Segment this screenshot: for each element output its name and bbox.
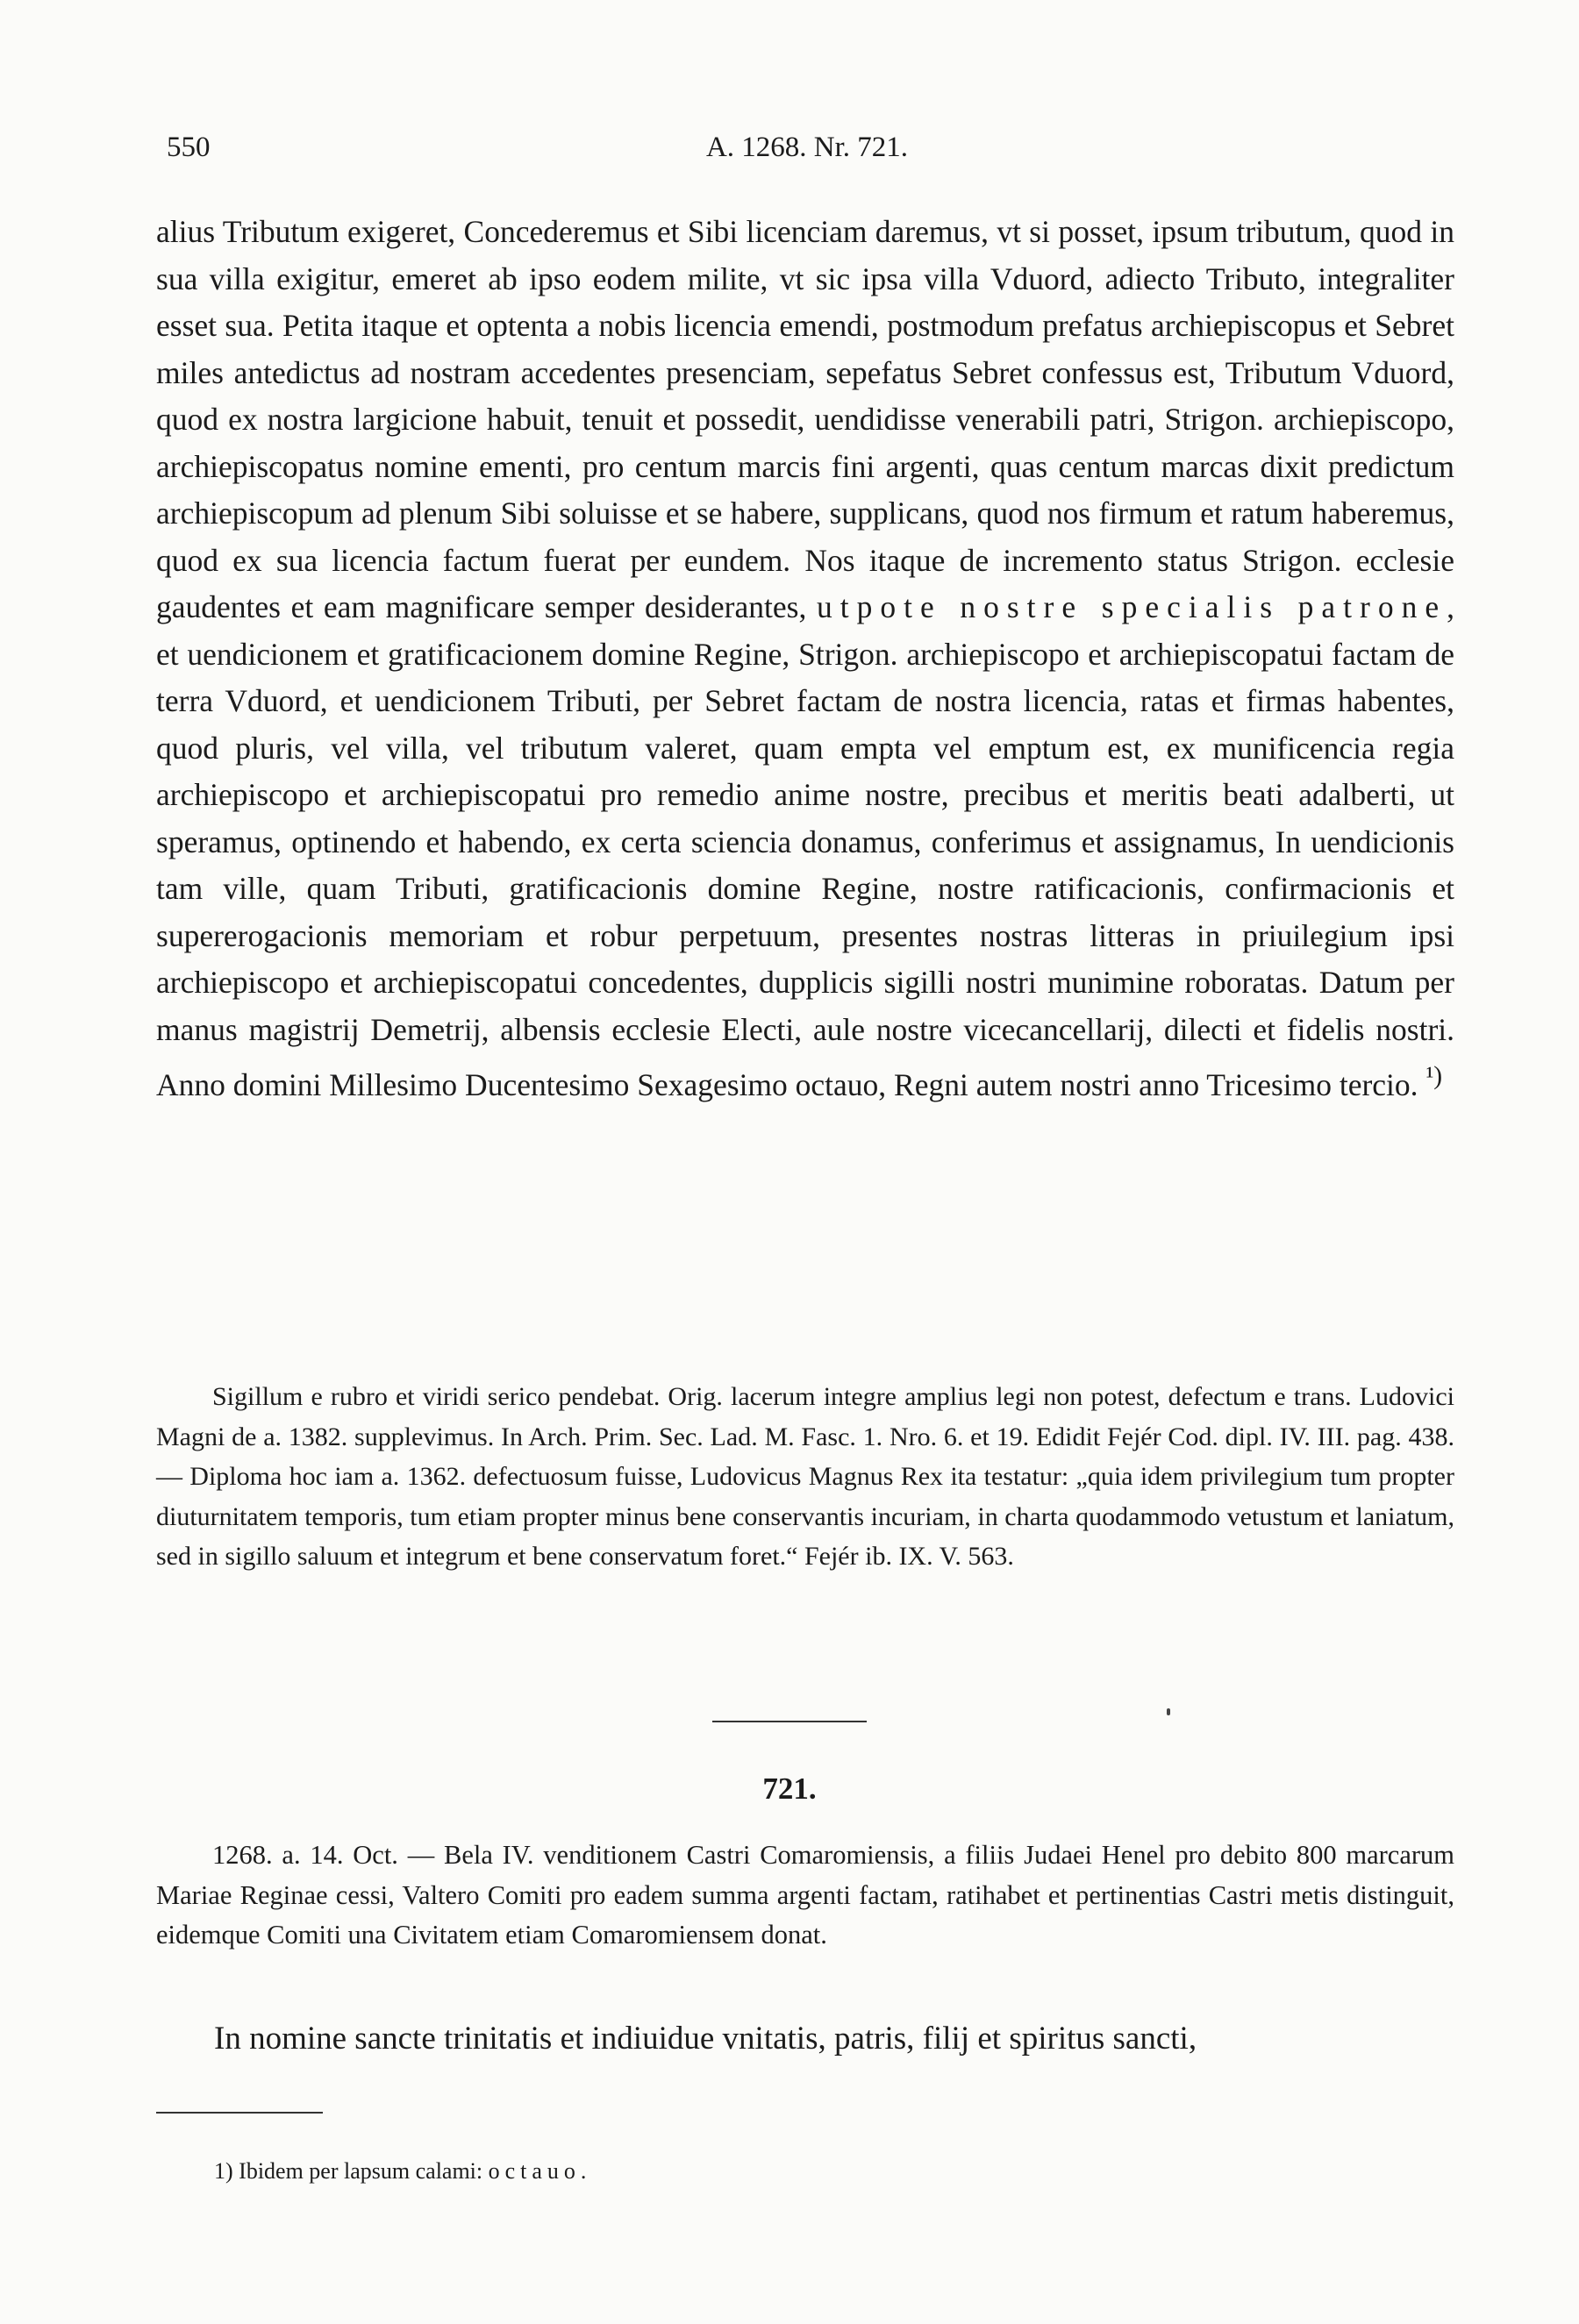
charter-text — [156, 209, 1454, 1109]
charter-spaced-phrase: utpote nostre specialis patrone — [816, 589, 1447, 624]
print-speck — [1167, 1708, 1170, 1715]
seal-note-paragraph: Sigillum e rubro et viridi serico pendebat. Orig. lacerum integre amplius legi non potest, defectum e trans. Ludovici Magni de a. 1382. supplevimus. In Arch. Prim. Sec. Lad. M. Fasc. 1. Nro. 6. et 19. Edidit Fejér Cod. dipl. IV. III. pag. 438. — Diploma hoc iam a. 1362. defectuosum fuisse, Ludovicus Magnus Rex ita testatur: „quia idem privilegium tum propter diuturnitatem temporis, tum etiam propter minus bene conservantis incuriam, in charta quodammodo vetustum et laniatum, sed in sigillo saluum et integrum et bene conservatum foret.“ Fejér ib. IX. V. 563. — [156, 1382, 1454, 1571]
document-number: 721. — [762, 1772, 817, 1806]
footnote-prefix: 1) Ibidem per lapsum calami: — [214, 2158, 483, 2184]
charter-paragraph — [156, 209, 1454, 1109]
footnote-marker: ¹) — [1425, 1062, 1443, 1090]
page-header — [167, 132, 1447, 175]
footnote-spaced-word: octauo. — [488, 2158, 592, 2184]
section-divider — [712, 1721, 867, 1722]
seal-note — [156, 1377, 1454, 1577]
footnote-divider — [156, 2112, 323, 2114]
regest-paragraph: 1268. a. 14. Oct. — Bela IV. venditionem Castri Comaromiensis, a filiis Judaei Henel pro debito 800 marcarum Mariae Reginae cessi, Valtero Comiti pro eadem summa argenti factam, ratihabet et pertinentias Castri metis distinguit, eidemque Comiti una Civitatem etiam Comaromiensem donat. — [156, 1840, 1454, 1950]
page-number: 550 — [167, 132, 211, 163]
charter-text-part2: , et uendicionem et gratificacionem domine Regine, Strigon. archiepiscopo et archiepiscopatui factam de terra Vduord, et uendicionem Tributi, per Sebret factam de nostra licencia, ratas et firmas habentes, quod pluris, vel villa, vel tributum valeret, quam empta vel emptum est, ex munificencia regia archiepiscopo et archiepiscopatui pro remedio anime nostre, precibus et meritis beati adalberti, ut speramus, optinendo et habendo, ex certa sciencia donamus, conferimus et assignamus, In uendicionis tam ville, quam Tributi, gratificacionis domine Regine, nostre ratificacionis, confirmacionis et supererogacionis memoriam et robur perpetuum, presentes nostras litteras in priuilegium ipsi archiepiscopo et archiepiscopatui concedentes, dupplicis sigilli nostri munimine roboratas. Datum per manus magistrij Demetrij, albensis ecclesie Electi, aule nostre vicecancellarij, dilecti et fidelis nostri. Anno domini Millesimo Ducentesimo Sexagesimo octauo, Regni autem nostri anno Tricesimo tercio. — [156, 589, 1454, 1102]
charter-text-part1: alius Tributum exigeret, Concederemus et Sibi licenciam daremus, vt si posset, ipsum tributum, quod in sua villa exigitur, emeret ab ipso eodem milite, vt sic ipsa villa Vduord, adiecto Tributo, integraliter esset sua. Petita itaque et optenta a nobis licencia emendi, postmodum prefatus archiepiscopus et Sebret miles antedictus ad nostram accedentes presenciam, sepefatus Sebret confessus est, Tributum Vduord, quod ex nostra largicione habuit, tenuit et possedit, uendidisse venerabili patri, Strigon. archiepiscopo, archiepiscopatus nomine ementi, pro centum marcis fini argenti, quas centum marcas dixit predictum archiepiscopum ad plenum Sibi soluisse et se habere, supplicans, quod nos firmum et ratum haberemus, quod ex sua licencia factum fuerat per eundem. Nos itaque de incremento status Strigon. ecclesie gaudentes et eam magnificare semper desiderantes, — [156, 214, 1454, 624]
document-regest — [156, 1836, 1454, 1956]
footnote — [214, 2156, 1267, 2187]
document-opening — [214, 2015, 1454, 2063]
running-title: A. 1268. Nr. 721. — [705, 132, 909, 163]
opening-line: In nomine sancte trinitatis et indiuidue vnitatis, patris, filij et spiritus sancti, — [214, 2021, 1197, 2057]
